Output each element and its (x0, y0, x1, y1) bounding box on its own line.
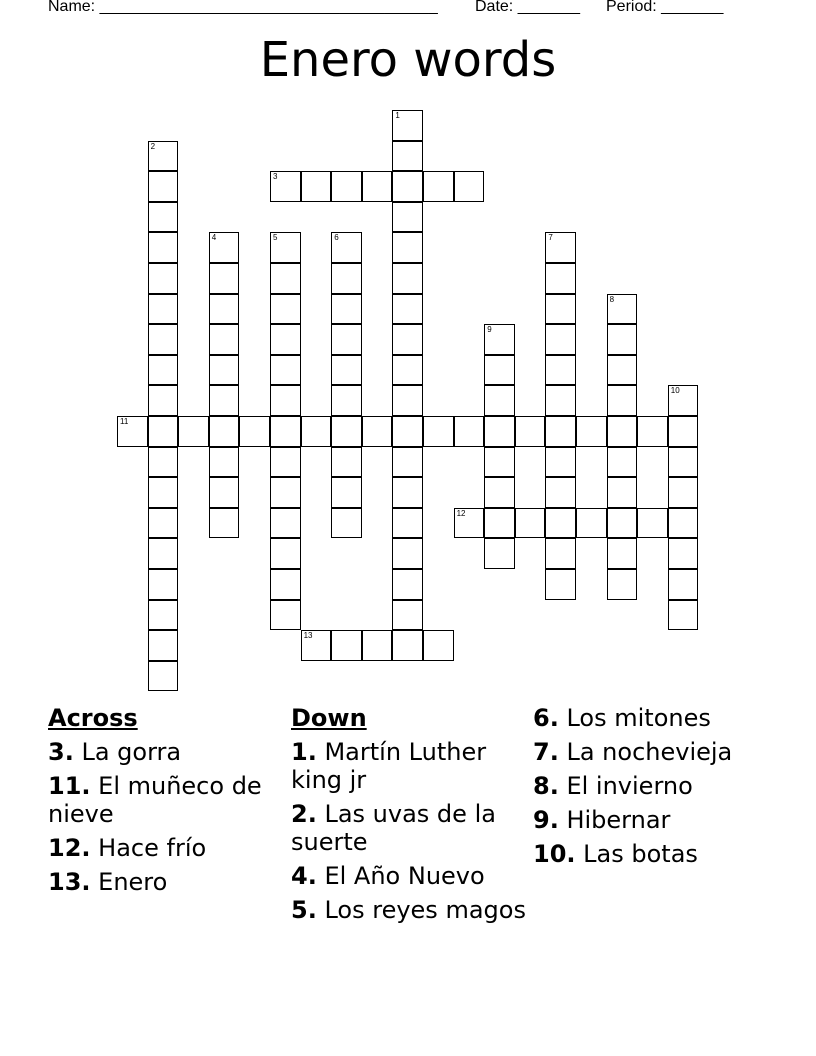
clue-down-4: 4. El Año Nuevo (291, 862, 485, 890)
grid-cell[interactable] (668, 538, 699, 569)
grid-cell[interactable] (392, 324, 423, 355)
grid-cell[interactable] (392, 416, 423, 447)
grid-cell[interactable] (545, 508, 576, 539)
grid-cell[interactable] (148, 538, 179, 569)
clue-number: 7 (548, 233, 553, 243)
grid-cell[interactable] (148, 324, 179, 355)
grid-cell[interactable] (209, 324, 240, 355)
grid-cell[interactable] (392, 263, 423, 294)
period-line[interactable]: Period: _______ (606, 0, 724, 15)
grid-cell[interactable] (637, 416, 668, 447)
grid-cell[interactable] (331, 232, 362, 263)
grid-cell[interactable] (209, 263, 240, 294)
grid-cell[interactable] (148, 232, 179, 263)
grid-cell[interactable] (545, 569, 576, 600)
grid-cell[interactable] (607, 355, 638, 386)
grid-cell[interactable] (148, 508, 179, 539)
grid-cell[interactable] (454, 416, 485, 447)
grid-cell[interactable] (607, 294, 638, 325)
grid-cell[interactable] (331, 171, 362, 202)
grid-cell[interactable] (148, 447, 179, 478)
grid-cell[interactable] (545, 263, 576, 294)
grid-cell[interactable] (270, 263, 301, 294)
clue-down-7: 7. La nochevieja (533, 738, 733, 766)
grid-cell[interactable] (423, 171, 454, 202)
across-heading: Across (48, 704, 138, 732)
grid-cell[interactable] (148, 294, 179, 325)
clue-across-3: 3. La gorra (48, 738, 182, 766)
grid-cell[interactable] (270, 171, 301, 202)
grid-cell[interactable] (607, 416, 638, 447)
grid-cell[interactable] (545, 324, 576, 355)
grid-cell[interactable] (331, 477, 362, 508)
grid-cell[interactable] (148, 600, 179, 631)
grid-cell[interactable] (270, 232, 301, 263)
grid-cell[interactable] (148, 477, 179, 508)
grid-cell[interactable] (668, 477, 699, 508)
grid-cell[interactable] (148, 385, 179, 416)
grid-cell[interactable] (362, 630, 393, 661)
grid-cell[interactable] (454, 508, 485, 539)
grid-cell[interactable] (148, 263, 179, 294)
clue-down-9: 9. Hibernar (533, 806, 671, 834)
clue-number: 13 (303, 631, 313, 641)
grid-cell[interactable] (607, 447, 638, 478)
grid-cell[interactable] (607, 538, 638, 569)
clue-down-1: 1. Martín Luther king jr (291, 738, 487, 794)
grid-cell[interactable] (331, 324, 362, 355)
grid-cell[interactable] (607, 324, 638, 355)
down-heading: Down (291, 704, 367, 732)
clue-number: 12 (456, 508, 466, 518)
grid-cell[interactable] (148, 355, 179, 386)
grid-cell[interactable] (454, 171, 485, 202)
grid-cell[interactable] (331, 385, 362, 416)
clue-number: 1 (395, 111, 400, 120)
grid-cell[interactable] (515, 508, 546, 539)
grid-cell[interactable] (607, 569, 638, 600)
grid-cell[interactable] (484, 355, 515, 386)
clue-across-13: 13. Enero (48, 868, 168, 896)
date-line[interactable]: Date: _______ (475, 0, 580, 15)
grid-cell[interactable] (148, 141, 179, 172)
grid-cell[interactable] (117, 416, 148, 447)
clue-number: 4 (211, 233, 217, 243)
grid-cell[interactable] (484, 508, 515, 539)
grid-cell[interactable] (270, 600, 301, 631)
grid-cell[interactable] (209, 355, 240, 386)
grid-cell[interactable] (545, 538, 576, 569)
grid-cell[interactable] (484, 447, 515, 478)
grid-cell[interactable] (668, 569, 699, 600)
grid-cell[interactable] (668, 447, 699, 478)
clue-number: 5 (273, 233, 278, 243)
grid-cell[interactable] (301, 416, 332, 447)
grid-cell[interactable] (545, 232, 576, 263)
grid-cell[interactable] (331, 355, 362, 386)
grid-cell[interactable] (576, 416, 607, 447)
grid-cell[interactable] (148, 202, 179, 233)
grid-cell[interactable] (392, 110, 423, 141)
grid-cell[interactable] (148, 416, 179, 447)
grid-cell[interactable] (301, 630, 332, 661)
grid-cell[interactable] (178, 416, 209, 447)
grid-cell[interactable] (331, 630, 362, 661)
grid-cell[interactable] (209, 416, 240, 447)
grid-cell[interactable] (392, 447, 423, 478)
grid-cell[interactable] (484, 324, 515, 355)
down-clues (291, 704, 526, 930)
grid-cell[interactable] (209, 232, 240, 263)
grid-cell[interactable] (270, 569, 301, 600)
grid-cell[interactable] (392, 232, 423, 263)
grid-cell[interactable] (270, 447, 301, 478)
grid-cell[interactable] (270, 355, 301, 386)
grid-cell[interactable] (239, 416, 270, 447)
grid-cell[interactable] (484, 416, 515, 447)
grid-cell[interactable] (362, 416, 393, 447)
down-clues-continued (533, 704, 768, 874)
clue-across-11: 11. El muñeco de nieve (48, 772, 262, 828)
clue-down-8: 8. El invierno (533, 772, 693, 800)
grid-cell[interactable] (301, 171, 332, 202)
grid-cell[interactable] (607, 385, 638, 416)
grid-cell[interactable] (392, 508, 423, 539)
grid-cell[interactable] (331, 447, 362, 478)
grid-cell[interactable] (270, 508, 301, 539)
grid-cell[interactable] (209, 447, 240, 478)
grid-cell[interactable] (392, 355, 423, 386)
grid-cell[interactable] (392, 202, 423, 233)
grid-cell[interactable] (545, 294, 576, 325)
grid-cell[interactable] (392, 569, 423, 600)
clue-number: 10 (670, 386, 680, 396)
grid-cell[interactable] (668, 416, 699, 447)
grid-cell[interactable] (148, 569, 179, 600)
grid-cell[interactable] (545, 416, 576, 447)
grid-cell[interactable] (209, 294, 240, 325)
grid-cell[interactable] (576, 508, 607, 539)
grid-cell[interactable] (545, 447, 576, 478)
clue-number: 6 (334, 233, 339, 243)
grid-cell[interactable] (668, 508, 699, 539)
grid-cell[interactable] (392, 477, 423, 508)
grid-cell[interactable] (668, 385, 699, 416)
clue-across-12: 12. Hace frío (48, 834, 207, 862)
grid-cell[interactable] (392, 600, 423, 631)
grid-cell[interactable] (331, 416, 362, 447)
name-line[interactable]: Name: ______________________________________ (48, 0, 438, 15)
grid-cell[interactable] (392, 171, 423, 202)
grid-cell[interactable] (209, 477, 240, 508)
clue-number: 11 (120, 417, 129, 426)
across-clues (48, 704, 283, 902)
grid-cell[interactable] (668, 600, 699, 631)
grid-cell[interactable] (484, 477, 515, 508)
grid-cell[interactable] (392, 538, 423, 569)
grid-cell[interactable] (423, 416, 454, 447)
grid-cell[interactable] (392, 294, 423, 325)
grid-cell[interactable] (270, 385, 301, 416)
clue-down-2: 2. Las uvas de la suerte (291, 800, 496, 856)
grid-cell[interactable] (607, 477, 638, 508)
clue-number: 8 (609, 294, 615, 304)
grid-cell[interactable] (331, 508, 362, 539)
grid-cell[interactable] (331, 263, 362, 294)
grid-cell[interactable] (484, 385, 515, 416)
grid-cell[interactable] (484, 538, 515, 569)
grid-cell[interactable] (270, 324, 301, 355)
grid-cell[interactable] (331, 294, 362, 325)
grid-cell[interactable] (607, 508, 638, 539)
grid-cell[interactable] (545, 477, 576, 508)
grid-cell[interactable] (545, 355, 576, 386)
grid-cell[interactable] (270, 294, 301, 325)
grid-cell[interactable] (209, 385, 240, 416)
grid-cell[interactable] (148, 661, 179, 692)
grid-cell[interactable] (545, 385, 576, 416)
clue-number: 2 (150, 141, 156, 151)
grid-cell[interactable] (392, 385, 423, 416)
clue-number: 9 (487, 325, 492, 335)
clue-down-10: 10. Las botas (533, 840, 698, 868)
grid-cell[interactable] (392, 630, 423, 661)
clue-down-5: 5. Los reyes magos (291, 896, 526, 924)
grid-cell[interactable] (423, 630, 454, 661)
grid-cell[interactable] (270, 416, 301, 447)
grid-cell[interactable] (392, 141, 423, 172)
clue-down-6: 6. Los mitones (533, 704, 711, 732)
grid-cell[interactable] (148, 171, 179, 202)
clue-number: 3 (273, 172, 278, 182)
grid-cell[interactable] (148, 630, 179, 661)
grid-cell[interactable] (209, 508, 240, 539)
grid-cell[interactable] (270, 538, 301, 569)
grid-cell[interactable] (637, 508, 668, 539)
grid-cell[interactable] (515, 416, 546, 447)
page-title: Enero words (259, 32, 557, 88)
grid-cell[interactable] (270, 477, 301, 508)
grid-cell[interactable] (362, 171, 393, 202)
